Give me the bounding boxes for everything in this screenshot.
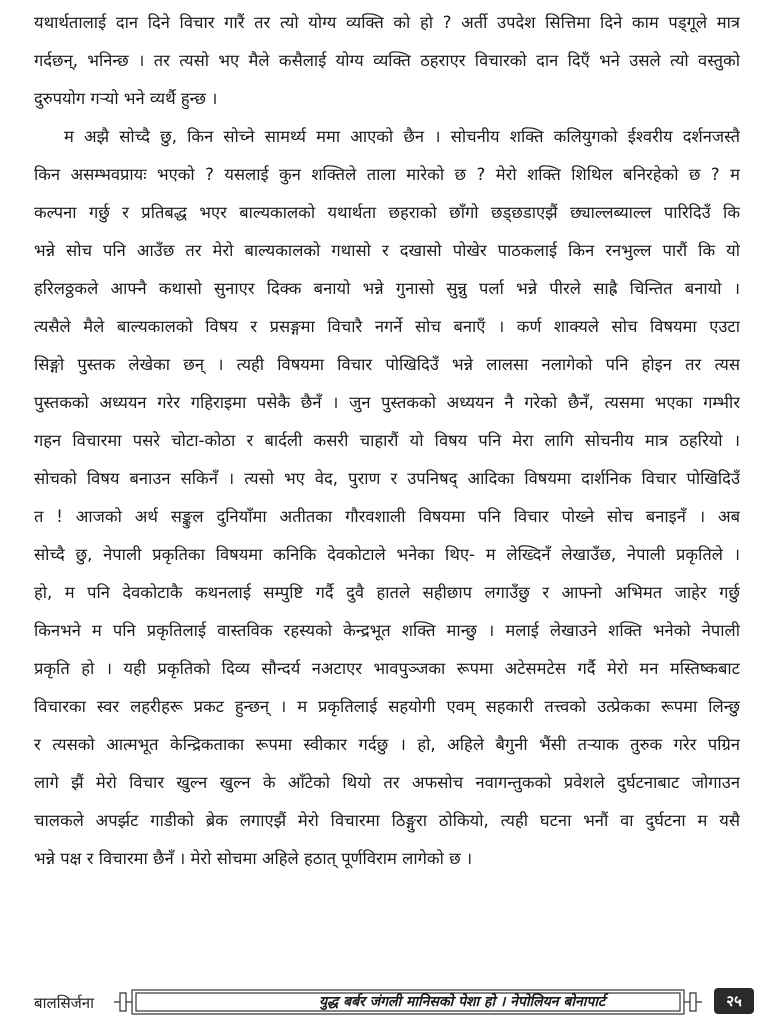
text-line: प्रकृति हो । यही प्रकृतिको दिव्य सौन्दर्य नअटाएर भावपुञ्जका रूपमा अटेसमटेस गर्दै मेरो मन मस्तिष्कबाट <box>34 659 740 678</box>
text-line: गहन विचारमा पसरे चोटा-कोठा र बार्दली कसरी चाहारौं यो विषय पनि मेरा लागि सोचनीय मात्र ठहरियो । <box>34 431 740 450</box>
text-line: भन्ने पक्ष र विचारमा छैनँ । मेरो सोचमा अहिले हठात् पूर्णविराम लागेको छ । <box>34 849 473 868</box>
text-line: कल्पना गर्छु र प्रतिबद्ध भएर बाल्यकालको यथार्थता छहराको छाँगो छड्छडाएझैं छ्याल्लब्याल्ल पारिदिउँ कि <box>34 203 740 222</box>
text-line: गर्दछन्, भनिन्छ । तर त्यसो भए मैले कसैलाई योग्य व्यक्ति ठहराएर विचारको दान दिएँ भने उसले त्यो वस्तुको <box>34 51 740 70</box>
text-line: भन्ने सोच पनि आउँछ तर मेरो बाल्यकालको गथासो र दखासो पोखेर पाठकलाई किन रनभुल्ल पारौं कि यो <box>34 241 740 260</box>
text-line: यथार्थतालाई दान दिने विचार गारैं तर त्यो योग्य व्यक्ति को हो ? अर्ती उपदेश सित्तिमा दिने काम पड्गूले मात्र <box>34 13 740 32</box>
text-line: किनभने म पनि प्रकृतिलाई वास्तविक रहस्यको केन्द्रभूत शक्ति मान्छु । मलाई लेखाउने शक्ति भनेको नेपाली <box>34 621 740 640</box>
text-line: पुस्तकको अध्ययन गरेर गहिराइमा पसेकै छैनँ । जुन पुस्तकको अध्ययन नै गरेको छैनँ, त्यसमा भएका गम्भीर <box>34 393 740 412</box>
page-number: २५ <box>714 988 754 1014</box>
text-line: म अझै सोच्दै छु, किन सोच्ने सामर्थ्य ममा आएको छैन । सोचनीय शक्ति कलियुगको ईश्वरीय दर्शनजस्तै <box>64 127 740 146</box>
text-line: सोचको विषय बनाउन सकिनँ । त्यसो भए वेद, पुराण र उपनिषद् आदिका विषयमा दार्शनिक विचार पोखिदिउँ <box>34 469 740 488</box>
text-line: विचारका स्वर लहरीहरू प्रकट हुन्छन् । म प्रकृतिलाई सहयोगी एवम् सहकारी तत्त्वको उत्प्रेकका रूपमा लिन्छु <box>34 697 740 716</box>
text-line: हरिलठ्ठकले आफ्नै कथासो सुनाएर दिक्क बनायो भन्ने गुनासो सुन्नु पर्ला भन्ने पीरले साह्रै चिन्तित बनायो । <box>34 279 740 298</box>
text-line: सोच्दै छु, नेपाली प्रकृतिका विषयमा कनिकि देवकोटाले भनेका थिए- म लेख्दिनँ लेखाउँछ, नेपाली प्रकृतिले । <box>34 545 740 564</box>
text-line: चालकले अपर्झट गाडीको ब्रेक लगाएझैं मेरो विचारमा ठिङ्गुरा ठोकियो, त्यही घटना भनौं वा दुर्घटना म यसै <box>34 811 740 830</box>
text-line: सिङ्गो पुस्तक लेखेका छन् । त्यही विषयमा विचार पोखिदिउँ भन्ने लालसा नलागेको पनि होइन तर त्यस <box>34 355 740 374</box>
text-line: लागे झैं मेरो विचार खुल्न खुल्न के आँटेको थियो तर अफसोच नवागन्तुकको प्रवेशले दुर्घटनाबाट जोगाउन <box>34 773 740 792</box>
text-line: त ! आजको अर्थ सङ्कुल दुनियाँमा अतीतका गौरवशाली विषयमा पनि विचार पोख्ने सोच बनाइनँ । अब <box>34 507 740 526</box>
magazine-name: बालसिर्जना <box>34 994 94 1012</box>
text-line: किन असम्भवप्रायः भएको ? यसलाई कुन शक्तिले ताला मारेको छ ? मेरो शक्ति शिथिल बनिरहेको छ ? म <box>34 165 740 184</box>
text-line: त्यसैले मैले बाल्यकालको विषय र प्रसङ्गमा विचारै नगर्ने सोच बनाएँ । कर्ण शाक्यले सोच विषयमा एउटा <box>34 317 740 336</box>
page-footer <box>0 985 765 1021</box>
text-line: र त्यसको आत्मभूत केन्द्रिकताका रूपमा स्वीकार गर्दछु । हो, अहिले बैगुनी भैंसी तऱ्याक तुरुक गरेर पग्रिन <box>34 735 740 754</box>
text-line: दुरुपयोग गऱ्यो भने व्यर्थै हुन्छ । <box>34 89 218 108</box>
quote-frame <box>112 987 704 1017</box>
footer-quote: युद्ध बर्बर जंगली मानिसको पेशा हो । नेपोलियन बोनापार्ट <box>318 994 606 1010</box>
text-line: हो, म पनि देवकोटाकै कथनलाई सम्पुष्टि गर्दै दुवै हातले सहीछाप लगाउँछु र आफ्नो अभिमत जाहेर गर्छु <box>34 583 740 602</box>
